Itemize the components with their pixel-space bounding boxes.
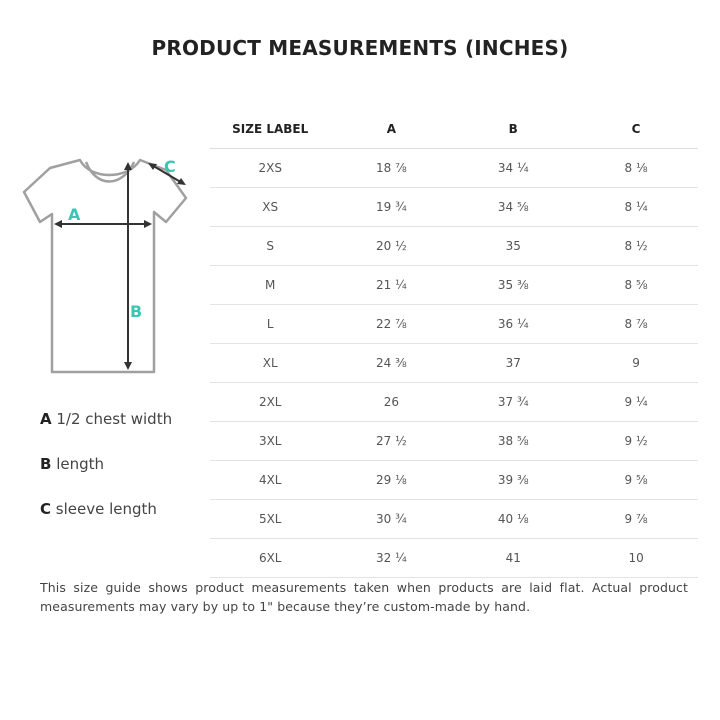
table-cell: 34 ⅝ <box>452 188 574 227</box>
table-cell: 29 ⅛ <box>330 461 452 500</box>
table-row <box>210 539 698 578</box>
page-title: PRODUCT MEASUREMENTS (INCHES) <box>151 36 569 60</box>
table-cell: M <box>210 266 330 305</box>
table-row <box>210 149 698 188</box>
table-cell: 4XL <box>210 461 330 500</box>
table-cell: 27 ½ <box>330 422 452 461</box>
table-cell: 2XL <box>210 383 330 422</box>
table-cell: 5XL <box>210 500 330 539</box>
table-cell: L <box>210 305 330 344</box>
measurement-legend <box>40 410 172 545</box>
tshirt-outline <box>24 160 186 372</box>
label-c: C <box>164 157 176 176</box>
table-row <box>210 344 698 383</box>
header-b: B <box>452 110 574 149</box>
table-row <box>210 461 698 500</box>
table-cell: 9 ½ <box>574 422 698 461</box>
table-row <box>210 188 698 227</box>
table-cell: 3XL <box>210 422 330 461</box>
table-cell: 9 <box>574 344 698 383</box>
table-cell: 8 ⅛ <box>574 149 698 188</box>
table-cell: 8 ⅝ <box>574 266 698 305</box>
table-cell: 41 <box>452 539 574 578</box>
table-cell: S <box>210 227 330 266</box>
table-cell: 32 ¼ <box>330 539 452 578</box>
table-cell: 10 <box>574 539 698 578</box>
table-row <box>210 500 698 539</box>
size-guide-note: This size guide shows product measurements taken when products are laid flat. Actual product measurements may vary by up to 1" because they’re custom-made by hand. <box>40 580 688 614</box>
table-row <box>210 266 698 305</box>
table-cell: 35 <box>452 227 574 266</box>
table-cell: 35 ⅜ <box>452 266 574 305</box>
table-cell: 24 ⅜ <box>330 344 452 383</box>
table-cell: 9 ⅞ <box>574 500 698 539</box>
table-cell: 22 ⅞ <box>330 305 452 344</box>
tshirt-diagram <box>18 150 198 380</box>
table-cell: 8 ⅞ <box>574 305 698 344</box>
table-cell: 40 ⅛ <box>452 500 574 539</box>
table-cell: 2XS <box>210 149 330 188</box>
table-row <box>210 227 698 266</box>
table-cell: XL <box>210 344 330 383</box>
header-c: C <box>574 110 698 149</box>
table-cell: 20 ½ <box>330 227 452 266</box>
table-cell: 8 ¼ <box>574 188 698 227</box>
table-cell: 21 ¼ <box>330 266 452 305</box>
header-a: A <box>330 110 452 149</box>
table-cell: 36 ¼ <box>452 305 574 344</box>
legend-item-b <box>40 455 172 500</box>
table-cell: 9 ⅝ <box>574 461 698 500</box>
legend-text: sleeve length <box>55 500 157 518</box>
legend-text: 1/2 chest width <box>56 410 173 428</box>
table-header-row <box>210 110 698 149</box>
legend-item-a <box>40 410 172 455</box>
legend-key: C <box>40 500 52 518</box>
table-row <box>210 422 698 461</box>
table-row <box>210 305 698 344</box>
table-body <box>210 149 698 578</box>
size-table <box>210 110 698 578</box>
legend-key: B <box>40 455 52 473</box>
table-cell: 19 ¾ <box>330 188 452 227</box>
table-cell: 38 ⅝ <box>452 422 574 461</box>
table-cell: 6XL <box>210 539 330 578</box>
table-cell: 34 ¼ <box>452 149 574 188</box>
table-cell: 37 <box>452 344 574 383</box>
legend-item-c <box>40 500 172 545</box>
table-cell: 26 <box>330 383 452 422</box>
label-a: A <box>68 205 81 224</box>
table-cell: 18 ⅞ <box>330 149 452 188</box>
label-b: B <box>130 302 143 321</box>
table-row <box>210 383 698 422</box>
legend-text: length <box>56 455 105 473</box>
table-cell: XS <box>210 188 330 227</box>
table-cell: 30 ¾ <box>330 500 452 539</box>
legend-key: A <box>40 410 52 428</box>
table-cell: 39 ⅜ <box>452 461 574 500</box>
table-cell: 37 ¾ <box>452 383 574 422</box>
table-cell: 9 ¼ <box>574 383 698 422</box>
table-cell: 8 ½ <box>574 227 698 266</box>
header-size-label: SIZE LABEL <box>210 110 330 149</box>
